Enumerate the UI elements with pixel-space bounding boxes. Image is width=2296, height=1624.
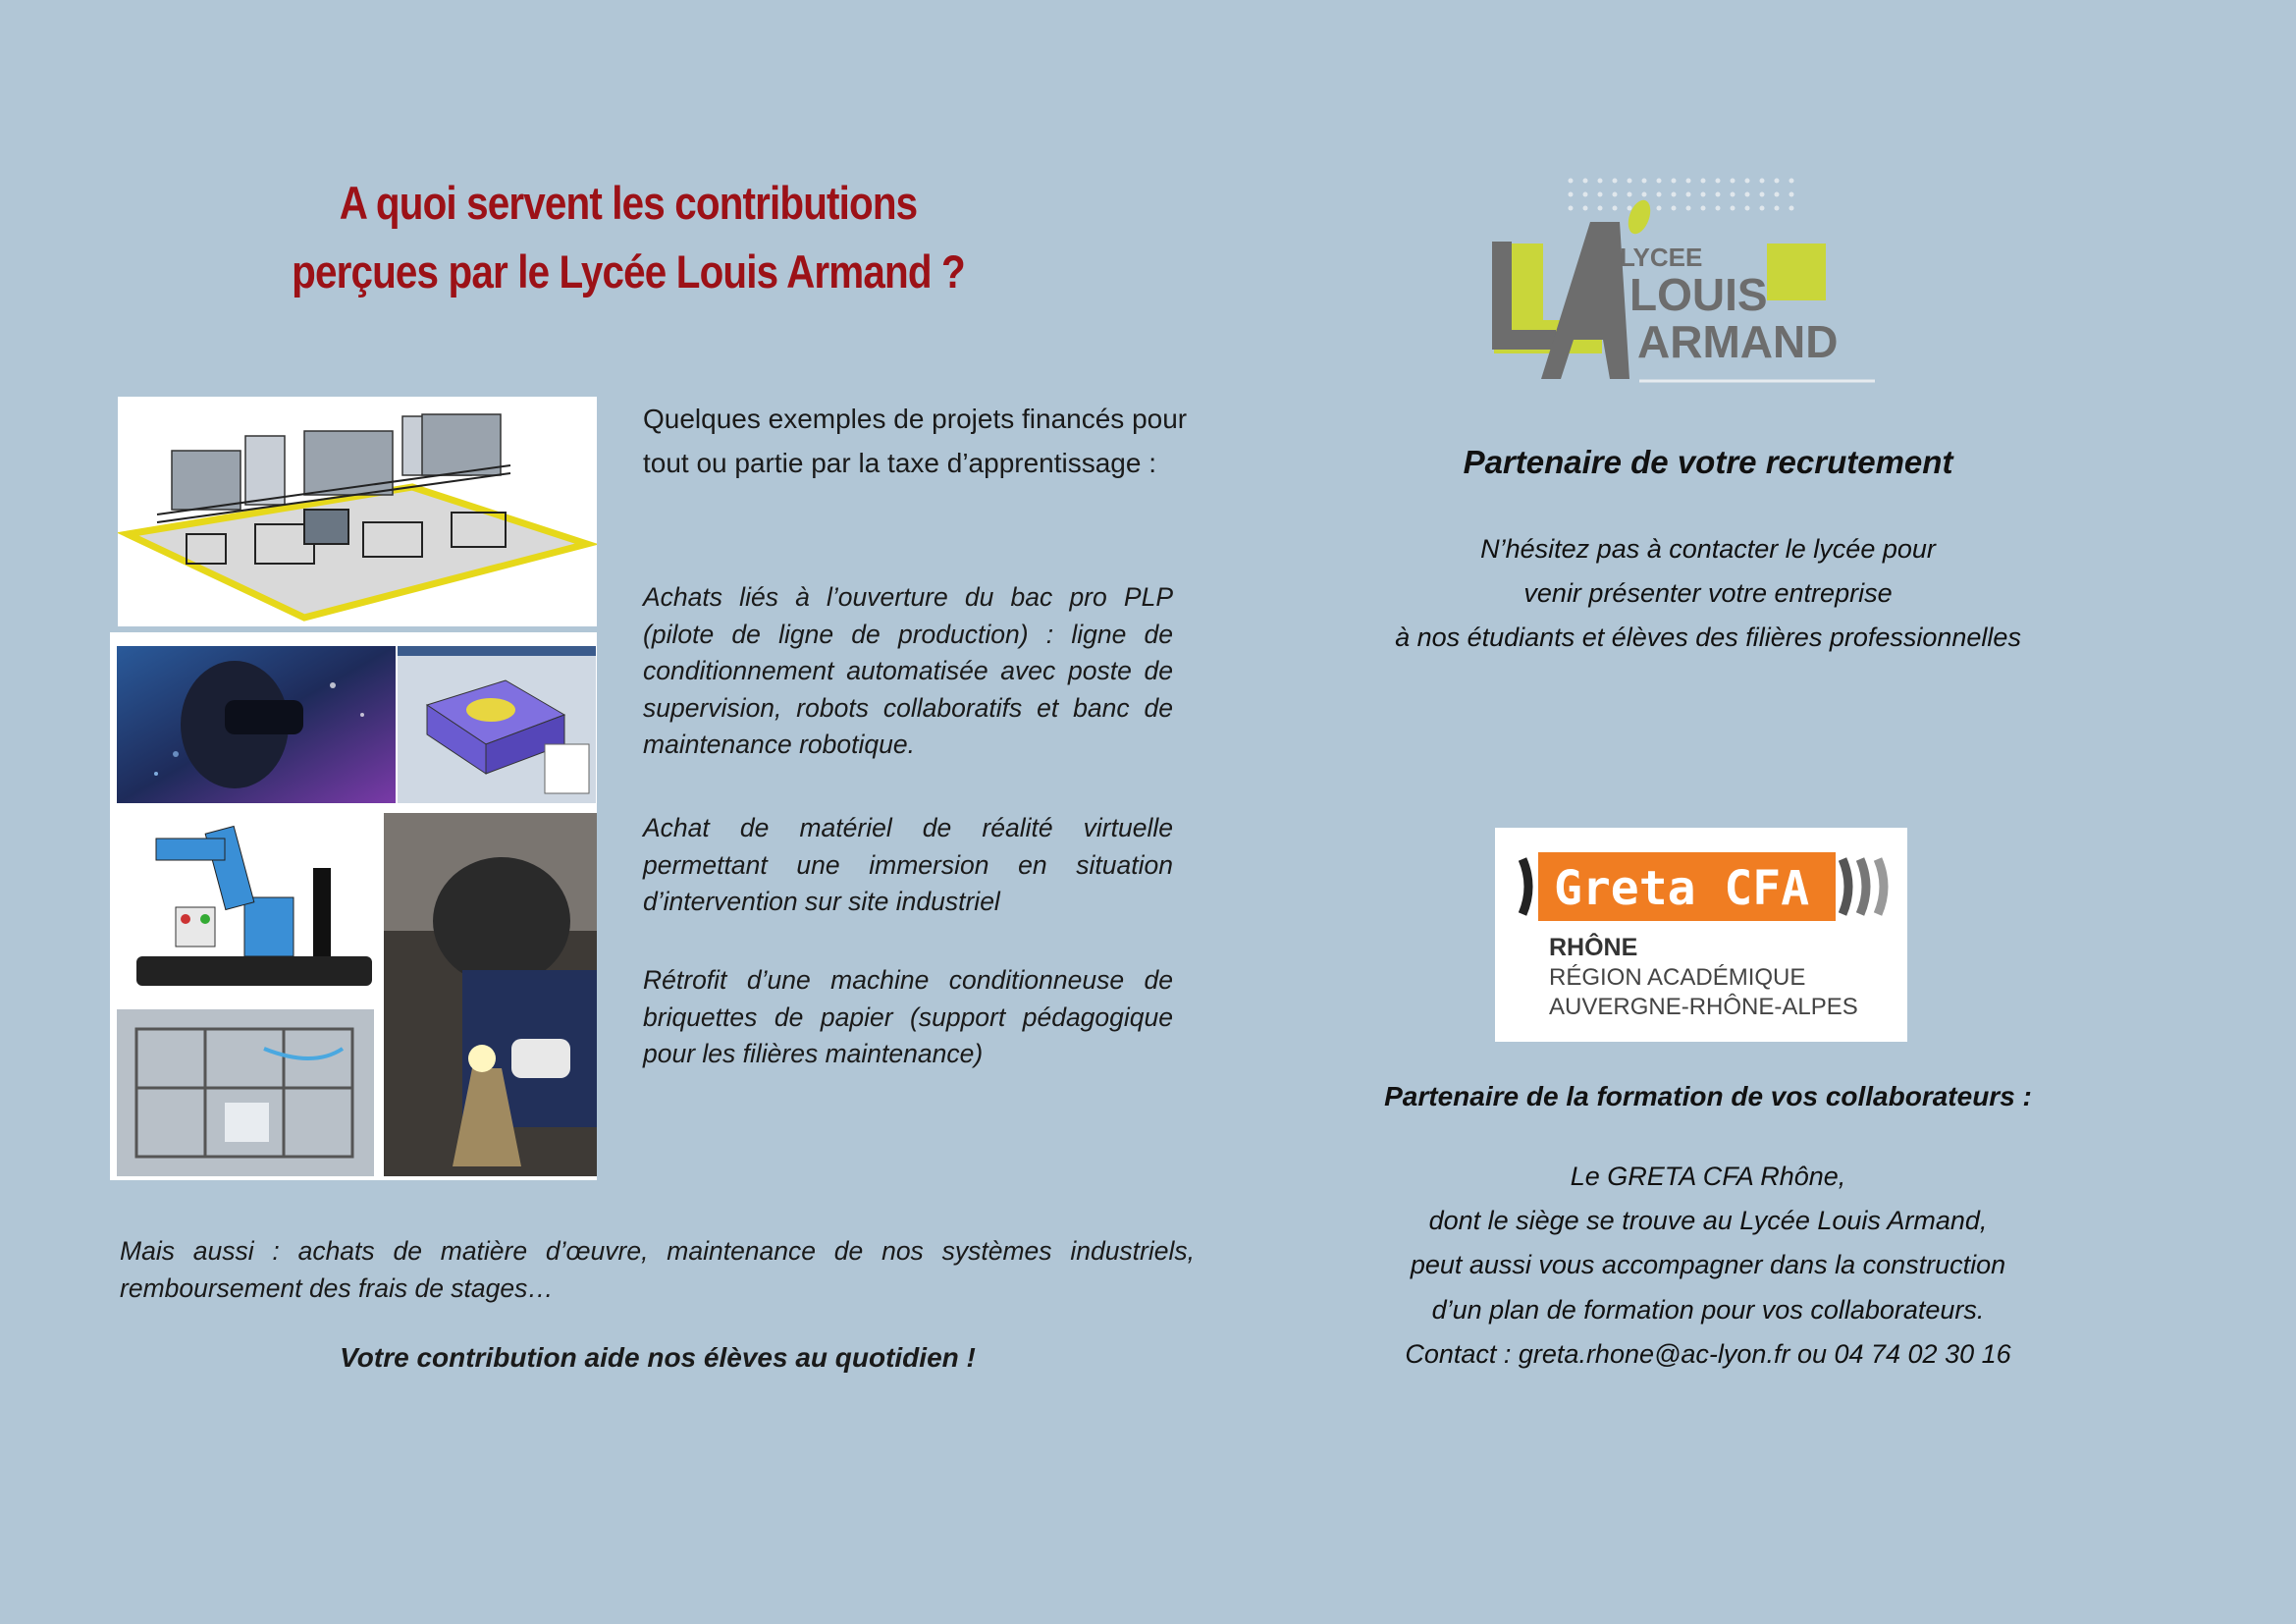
recruitment-line-3: à nos étudiants et élèves des filières professionnelles (1395, 623, 2021, 652)
paragraph-recruitment (1276, 527, 2140, 660)
greta-line-2: RÉGION ACADÉMIQUE (1549, 964, 1806, 991)
robot-arm-image (117, 809, 384, 1005)
recruitment-line-1: N’hésitez pas à contacter le lycée pour (1480, 534, 1936, 564)
paragraph-retrofit: Rétrofit d’une machine conditionneuse de briquettes de papier (support pédagogique pour les filières maintenance) (643, 965, 1173, 1068)
greta-line-3: AUVERGNE-RHÔNE-ALPES (1549, 994, 1858, 1020)
greta-cfa-logo (1495, 828, 1907, 1042)
production-line-image (118, 397, 597, 626)
closing-statement: Votre contribution aide nos élèves au quotidien ! (340, 1342, 976, 1373)
training-line-4: d’un plan de formation pour vos collaborateurs. (1431, 1294, 1985, 1325)
cad-software-image (398, 646, 596, 803)
title-line-2: perçues par le Lycée Louis Armand ? (292, 245, 965, 298)
title-line-1: A quoi servent les contributions (339, 177, 918, 229)
training-line-3: peut aussi vous accompagner dans la construction (1410, 1250, 2006, 1280)
paragraph-achats: Achats liés à l’ouverture du bac pro PLP (pilote de ligne de production) : ligne de conditionnement automatisée avec poste de supervision, robots collaboratifs et banc de maintenance robotique. (643, 582, 1173, 759)
training-line-2: dont le siège se trouve au Lycée Louis Armand, (1428, 1206, 1988, 1236)
logo-armand-text: ARMAND (1637, 316, 1839, 367)
logo-louis-text: LOUIS (1629, 269, 1768, 320)
logo-lycee-text: LYCEE (1620, 243, 1703, 272)
paragraph-training (1276, 1155, 2140, 1377)
paragraph-vr: Achat de matériel de réalité virtuelle permettant une immersion en situation d’intervention sur site industriel (643, 813, 1173, 916)
vr-headset-image (117, 646, 396, 803)
intro-text: Quelques exemples de projets financés pour tout ou partie par la taxe d’apprentissage : (643, 404, 1188, 478)
lycee-louis-armand-logo (1472, 173, 1885, 399)
page-title (189, 169, 1067, 306)
greta-name-text: Greta CFA (1554, 861, 1810, 916)
paragraph-mais-aussi: Mais aussi : achats de matière d’œuvre, maintenance de nos systèmes industriels, remboursement des frais de stages… (120, 1236, 1195, 1303)
recruitment-line-2: venir présenter votre entreprise (1523, 578, 1893, 608)
heading-recruitment: Partenaire de votre recrutement (1463, 444, 1953, 480)
contact-line[interactable]: Contact : greta.rhone@ac-lyon.fr ou 04 74 02 30 16 (1405, 1338, 2011, 1369)
machine-image (117, 1009, 374, 1176)
heading-training: Partenaire de la formation de vos collaborateurs : (1384, 1081, 2032, 1111)
welding-image (384, 813, 597, 1176)
training-line-1: Le GRETA CFA Rhône, (1570, 1162, 1846, 1191)
greta-line-1: RHÔNE (1549, 934, 1638, 961)
